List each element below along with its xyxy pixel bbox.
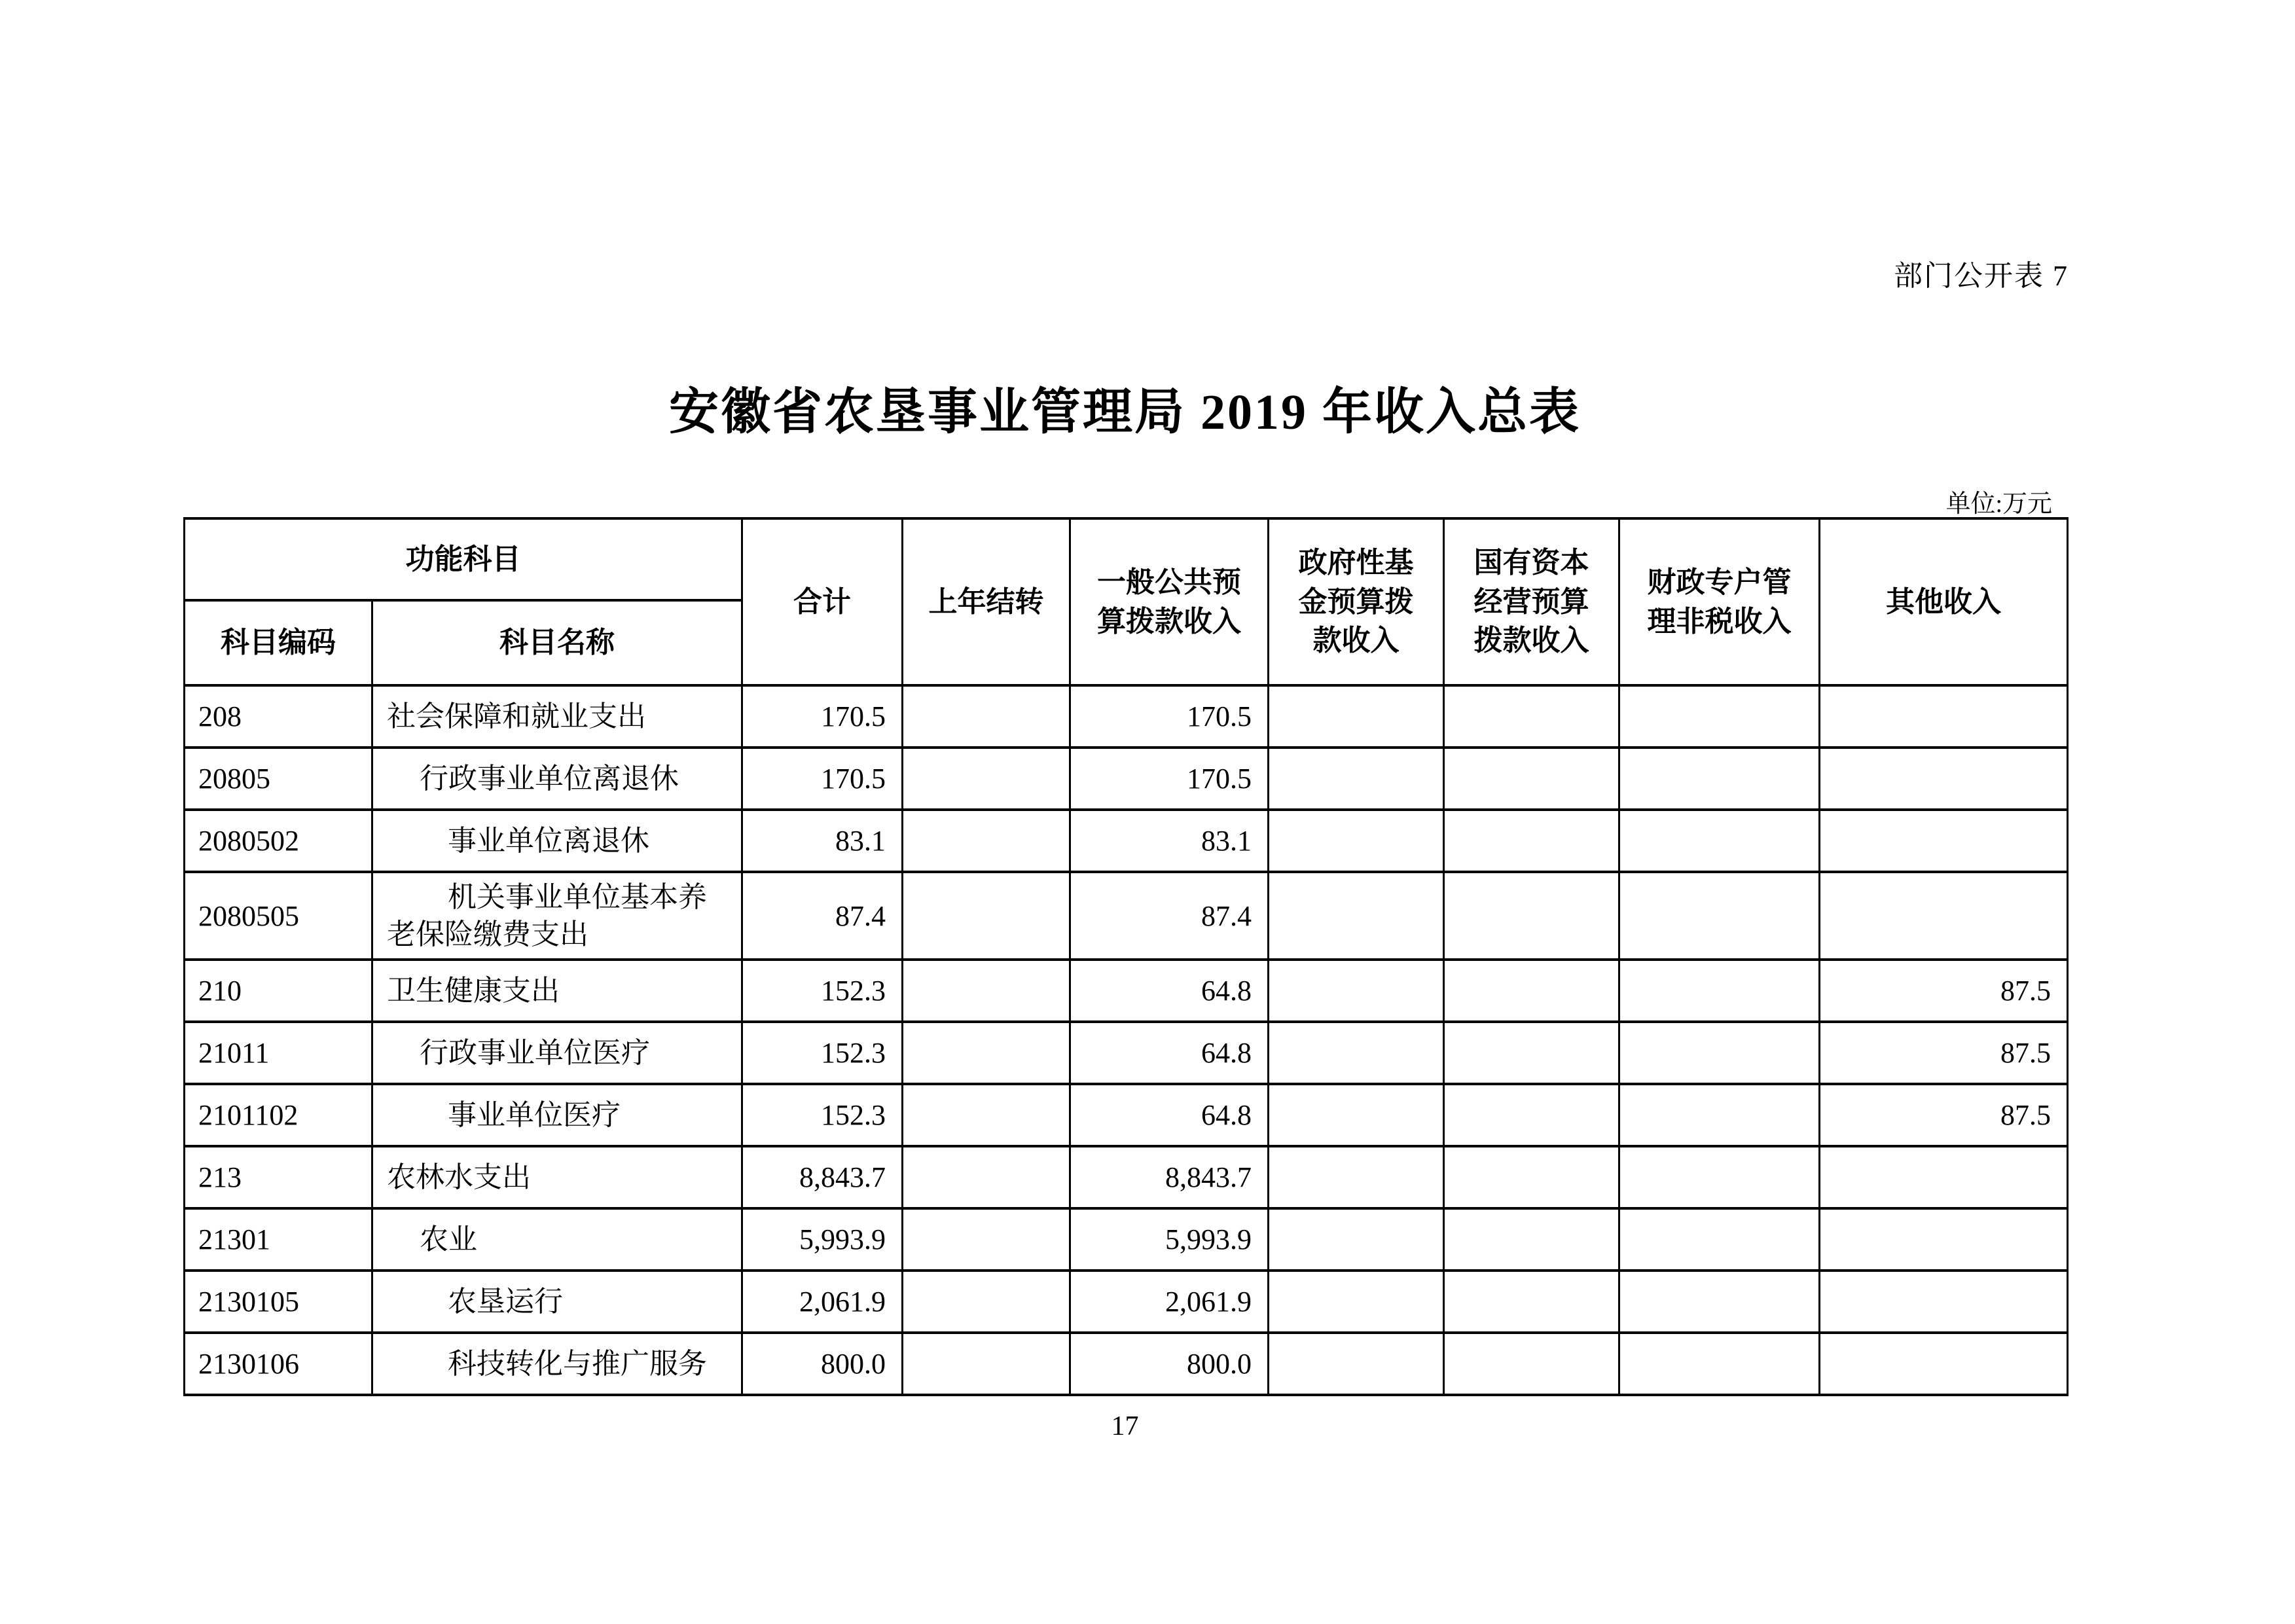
- value-cell-total: 2,061.9: [742, 1271, 903, 1333]
- value-cell-gov_fund: [1269, 685, 1444, 748]
- page-number: 17: [1111, 1411, 1139, 1441]
- value-cell-state_capital: [1444, 748, 1619, 810]
- value-cell-general: 8,843.7: [1070, 1146, 1269, 1208]
- unit-label: 单位:万元: [1945, 490, 2052, 518]
- value-cell-gov_fund: [1269, 810, 1444, 872]
- value-cell-carryover: [903, 748, 1070, 810]
- header-fiscal-special-account: 财政专户管理非税收入: [1619, 518, 1820, 685]
- value-cell-total: 800.0: [742, 1333, 903, 1395]
- value-cell-other: [1820, 872, 2068, 960]
- value-cell-fiscal_special: [1619, 810, 1820, 872]
- value-cell-state_capital: [1444, 960, 1619, 1022]
- value-cell-carryover: [903, 1084, 1070, 1146]
- subject-name-cell: 行政事业单位医疗: [372, 1022, 742, 1084]
- value-cell-fiscal_special: [1619, 1271, 1820, 1333]
- subject-code-cell: 210: [185, 960, 372, 1022]
- value-cell-fiscal_special: [1619, 748, 1820, 810]
- header-total: 合计: [742, 518, 903, 685]
- value-cell-total: 152.3: [742, 1022, 903, 1084]
- table-row: [185, 960, 2068, 1022]
- value-cell-total: 152.3: [742, 1084, 903, 1146]
- value-cell-total: 170.5: [742, 685, 903, 748]
- header-state-capital: 国有资本经营预算拨款收入: [1444, 518, 1619, 685]
- table-row: [185, 1146, 2068, 1208]
- subject-name-cell: 行政事业单位离退休: [372, 748, 742, 810]
- value-cell-general: 64.8: [1070, 960, 1269, 1022]
- value-cell-total: 8,843.7: [742, 1146, 903, 1208]
- header-carryover: 上年结转: [903, 518, 1070, 685]
- table-row: [185, 1333, 2068, 1395]
- value-cell-fiscal_special: [1619, 685, 1820, 748]
- subject-code-cell: 213: [185, 1146, 372, 1208]
- header-other-income: 其他收入: [1820, 518, 2068, 685]
- value-cell-other: [1820, 685, 2068, 748]
- value-cell-carryover: [903, 1146, 1070, 1208]
- subject-code-cell: 2130106: [185, 1333, 372, 1395]
- table-row: [185, 1084, 2068, 1146]
- subject-name-cell: 社会保障和就业支出: [372, 685, 742, 748]
- value-cell-fiscal_special: [1619, 1333, 1820, 1395]
- header-subject-code: 科目编码: [185, 600, 372, 685]
- subject-code-cell: 21011: [185, 1022, 372, 1084]
- value-cell-state_capital: [1444, 872, 1619, 960]
- subject-code-cell: 208: [185, 685, 372, 748]
- header-row-top: [185, 518, 2068, 600]
- value-cell-other: 87.5: [1820, 960, 2068, 1022]
- value-cell-general: 83.1: [1070, 810, 1269, 872]
- table-row: [185, 1208, 2068, 1271]
- value-cell-gov_fund: [1269, 1208, 1444, 1271]
- value-cell-other: [1820, 1271, 2068, 1333]
- value-cell-carryover: [903, 810, 1070, 872]
- value-cell-gov_fund: [1269, 960, 1444, 1022]
- value-cell-gov_fund: [1269, 1022, 1444, 1084]
- value-cell-carryover: [903, 1271, 1070, 1333]
- value-cell-other: [1820, 1333, 2068, 1395]
- value-cell-other: 87.5: [1820, 1084, 2068, 1146]
- value-cell-carryover: [903, 1333, 1070, 1395]
- value-cell-gov_fund: [1269, 1271, 1444, 1333]
- header-functional-subject: 功能科目: [185, 518, 742, 600]
- value-cell-other: 87.5: [1820, 1022, 2068, 1084]
- value-cell-gov_fund: [1269, 872, 1444, 960]
- value-cell-general: 64.8: [1070, 1084, 1269, 1146]
- header-subject-name: 科目名称: [372, 600, 742, 685]
- subject-name-cell: 事业单位医疗: [372, 1084, 742, 1146]
- value-cell-fiscal_special: [1619, 1084, 1820, 1146]
- value-cell-general: 64.8: [1070, 1022, 1269, 1084]
- subject-name-cell: 卫生健康支出: [372, 960, 742, 1022]
- value-cell-state_capital: [1444, 1146, 1619, 1208]
- subject-name-cell: 科技转化与推广服务: [372, 1333, 742, 1395]
- value-cell-carryover: [903, 960, 1070, 1022]
- value-cell-other: [1820, 748, 2068, 810]
- value-cell-state_capital: [1444, 1022, 1619, 1084]
- value-cell-fiscal_special: [1619, 1146, 1820, 1208]
- page-title: 安徽省农垦事业管理局 2019 年收入总表: [669, 385, 1581, 440]
- value-cell-state_capital: [1444, 810, 1619, 872]
- value-cell-gov_fund: [1269, 1084, 1444, 1146]
- value-cell-total: 87.4: [742, 872, 903, 960]
- subject-code-cell: 21301: [185, 1208, 372, 1271]
- value-cell-state_capital: [1444, 1084, 1619, 1146]
- value-cell-total: 5,993.9: [742, 1208, 903, 1271]
- income-summary-table: [183, 517, 2069, 1396]
- table-row: [185, 685, 2068, 748]
- table-row: [185, 748, 2068, 810]
- subject-name-cell: 农业: [372, 1208, 742, 1271]
- subject-code-cell: 2101102: [185, 1084, 372, 1146]
- value-cell-fiscal_special: [1619, 960, 1820, 1022]
- subject-name-cell: 农林水支出: [372, 1146, 742, 1208]
- value-cell-state_capital: [1444, 1333, 1619, 1395]
- value-cell-total: 170.5: [742, 748, 903, 810]
- subject-name-cell: 事业单位离退休: [372, 810, 742, 872]
- value-cell-general: 170.5: [1070, 748, 1269, 810]
- value-cell-carryover: [903, 872, 1070, 960]
- value-cell-gov_fund: [1269, 1333, 1444, 1395]
- value-cell-gov_fund: [1269, 1146, 1444, 1208]
- subject-code-cell: 2080502: [185, 810, 372, 872]
- subject-name-cell: 农垦运行: [372, 1271, 742, 1333]
- value-cell-total: 83.1: [742, 810, 903, 872]
- subject-code-cell: 2080505: [185, 872, 372, 960]
- header-general-public-budget: 一般公共预算拨款收入: [1070, 518, 1269, 685]
- subject-code-cell: 20805: [185, 748, 372, 810]
- corner-label: 部门公开表 7: [1894, 260, 2069, 292]
- value-cell-state_capital: [1444, 685, 1619, 748]
- value-cell-general: 2,061.9: [1070, 1271, 1269, 1333]
- value-cell-general: 5,993.9: [1070, 1208, 1269, 1271]
- value-cell-state_capital: [1444, 1271, 1619, 1333]
- value-cell-other: [1820, 1208, 2068, 1271]
- value-cell-fiscal_special: [1619, 1022, 1820, 1084]
- value-cell-carryover: [903, 1022, 1070, 1084]
- value-cell-other: [1820, 1146, 2068, 1208]
- value-cell-gov_fund: [1269, 748, 1444, 810]
- value-cell-fiscal_special: [1619, 1208, 1820, 1271]
- value-cell-general: 87.4: [1070, 872, 1269, 960]
- value-cell-carryover: [903, 1208, 1070, 1271]
- value-cell-state_capital: [1444, 1208, 1619, 1271]
- table-row: [185, 1271, 2068, 1333]
- table-row: [185, 872, 2068, 960]
- value-cell-other: [1820, 810, 2068, 872]
- value-cell-general: 800.0: [1070, 1333, 1269, 1395]
- subject-code-cell: 2130105: [185, 1271, 372, 1333]
- value-cell-fiscal_special: [1619, 872, 1820, 960]
- value-cell-general: 170.5: [1070, 685, 1269, 748]
- subject-name-cell: 机关事业单位基本养老保险缴费支出: [372, 872, 742, 960]
- table-row: [185, 810, 2068, 872]
- value-cell-total: 152.3: [742, 960, 903, 1022]
- value-cell-carryover: [903, 685, 1070, 748]
- header-government-fund: 政府性基金预算拨款收入: [1269, 518, 1444, 685]
- table-row: [185, 1022, 2068, 1084]
